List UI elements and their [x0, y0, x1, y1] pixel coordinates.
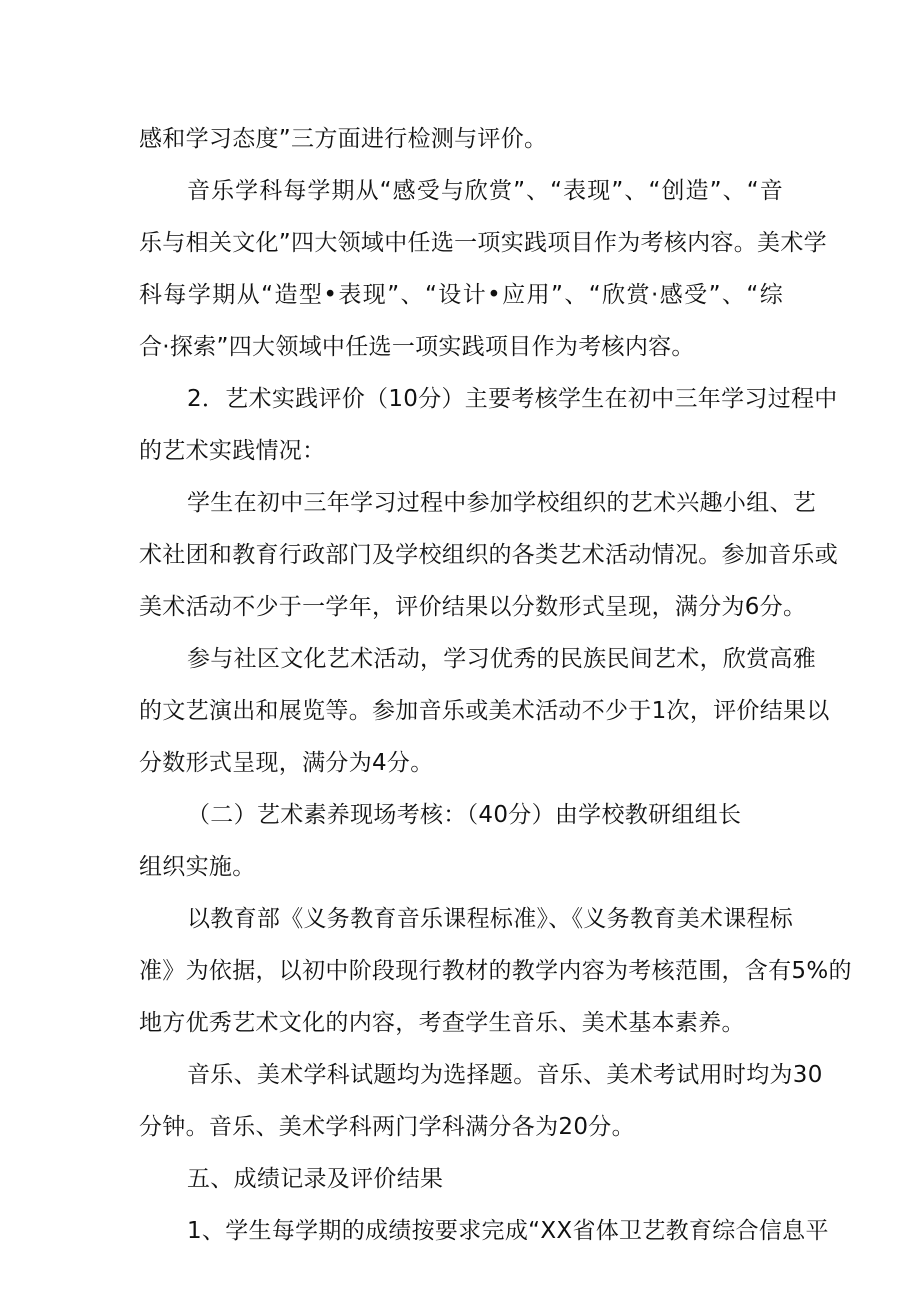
section-heading: 五、成绩记录及评价结果	[187, 1166, 444, 1192]
text-line: 科每学期从“造型•表现”、“设计•应用”、“欣赏·感受”、“综	[139, 282, 783, 308]
text-line: 术社团和教育行政部门及学校组织的各类艺术活动情况。参加音乐或	[139, 542, 838, 568]
text-line: 学生在初中三年学习过程中参加学校组织的艺术兴趣小组、艺	[187, 490, 817, 516]
text-line: （二）艺术素养现场考核：（40分）由学校教研组组长	[187, 802, 742, 828]
text-line: 参与社区文化艺术活动，学习优秀的民族民间艺术，欣赏高雅	[187, 646, 817, 672]
text-line: 2．艺术实践评价（10分）主要考核学生在初中三年学习过程中	[187, 386, 838, 412]
text-line: 组织实施。	[139, 854, 256, 880]
text-line: 乐与相关文化”四大领域中任选一项实践项目作为考核内容。美术学	[139, 230, 827, 256]
text-line: 音乐、美术学科试题均为选择题。音乐、美术考试用时均为30	[187, 1062, 823, 1088]
text-line: 美术活动不少于一学年，评价结果以分数形式呈现，满分为6分。	[139, 594, 807, 620]
text-line: 1、学生每学期的成绩按要求完成“XX省体卫艺教育综合信息平	[187, 1218, 829, 1244]
text-line: 分钟。音乐、美术学科两门学科满分各为20分。	[139, 1114, 635, 1140]
text-line: 音乐学科每学期从“感受与欣赏”、“表现”、“创造”、“音	[187, 178, 783, 204]
text-line: 感和学习态度”三方面进行检测与评价。	[139, 126, 548, 152]
text-line: 准》为依据，以初中阶段现行教材的教学内容为考核范围，含有5%的	[139, 958, 852, 984]
text-line: 分数形式呈现，满分为4分。	[139, 750, 434, 776]
text-line: 的文艺演出和展览等。参加音乐或美术活动不少于1次，评价结果以	[139, 698, 830, 724]
text-line: 以教育部《义务教育音乐课程标准》、《义务教育美术课程标	[187, 906, 794, 932]
text-line: 合·探索”四大领域中任选一项实践项目作为考核内容。	[139, 334, 695, 360]
text-line: 的艺术实践情况：	[139, 438, 326, 464]
text-line: 地方优秀艺术文化的内容，考查学生音乐、美术基本素养。	[139, 1010, 745, 1036]
